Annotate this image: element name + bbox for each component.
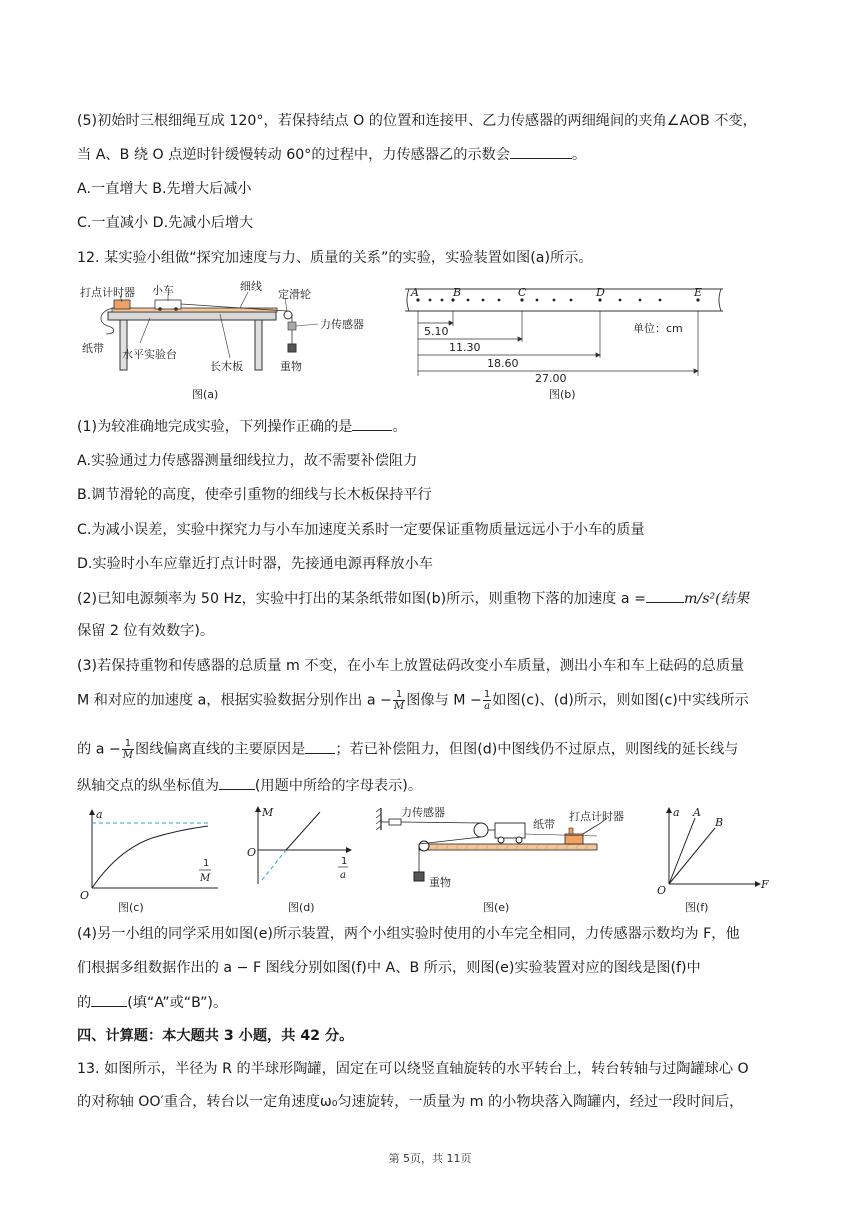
x-axis-label-den: M xyxy=(200,873,211,884)
pulley xyxy=(284,311,292,319)
q12-p3-text-a: M 和对应的加速度 a，根据实验数据分别作出 a − xyxy=(77,692,392,709)
x-axis-label-num: 1 xyxy=(341,856,348,867)
caption-fig-f: 图(f) xyxy=(685,901,709,914)
x-axis-label-num: 1 xyxy=(203,858,210,869)
distance-AB: 5.10 xyxy=(424,325,449,338)
q12-option-c: C.为减小误差，实验中探究力与小车加速度关系时一定要保证重物质量远远小于小车的质量 xyxy=(77,522,645,538)
q12-p2-line2: 保留 2 位有效数字)。 xyxy=(77,623,215,639)
line-B xyxy=(669,828,715,884)
q12-p1-end: 。 xyxy=(392,419,407,435)
paper-tape xyxy=(525,834,597,836)
point-A: A xyxy=(411,286,419,299)
label-timer: 打点计时器 xyxy=(569,810,624,823)
fixed-pulley xyxy=(419,841,429,851)
force-sensor xyxy=(389,819,401,825)
q11-5-line2-end: 。 xyxy=(572,147,587,163)
q12-p3-text-d: 的 a − xyxy=(77,741,121,758)
q12-stem: 12. 某实验小组做“探究加速度与力、质量的关系”的实验，实验装置如图(a)所示。 xyxy=(77,250,593,266)
cart-wheel xyxy=(174,307,178,311)
answer-blank xyxy=(91,992,127,1007)
section-heading: 四、计算题：本大题共 3 小题，共 42 分。 xyxy=(77,1028,354,1044)
q12-p4-text-a: 的 xyxy=(77,995,92,1011)
q12-p3-text-e: 图线偏离直线的主要原因是 xyxy=(135,741,306,758)
answer-blank xyxy=(352,416,392,431)
line-A xyxy=(669,818,695,884)
q12-option-b: B.调节滑轮的高度，使牵引重物的细线与长木板保持平行 xyxy=(77,487,432,503)
y-axis-label: a xyxy=(673,806,680,819)
curve-a-vs-1-over-M xyxy=(92,826,208,888)
point-E: E xyxy=(694,286,703,299)
cart xyxy=(495,823,525,838)
line-A-label: A xyxy=(693,806,701,819)
point-C: C xyxy=(518,286,527,299)
point-D: D xyxy=(596,286,605,299)
x-axis-label-den: a xyxy=(340,870,346,881)
label-force-sensor: 力传感器 xyxy=(320,318,364,331)
answer-blank xyxy=(646,588,684,603)
q12-p3-text-h: (用题中所给的字母表示)。 xyxy=(254,778,423,794)
caption-fig-e: 图(e) xyxy=(483,901,510,914)
line-M-vs-1-over-a xyxy=(286,812,320,850)
q13-line1: 13. 如图所示，半径为 R 的半球形陶罐，固定在可以绕竖直轴旋转的水平转台上，转台转轴与过陶罐球心 O xyxy=(77,1061,749,1077)
frac-num: 1 xyxy=(393,689,405,701)
q12-p3-text-g: 纵轴交点的纵坐标值为 xyxy=(77,778,219,794)
q12-p2-line1 xyxy=(77,588,749,609)
q13-line2: 的对称轴 OO′重合，转台以一定角速度ω₀匀速旋转，一质量为 m 的小物块落入陶罐内，经过一段时间后， xyxy=(77,1094,744,1110)
q12-p1-text: (1)为较准确地完成实验，下列操作正确的是 xyxy=(77,419,353,435)
q12-p4-line2: 们根据多组数据作出的 a − F 图线分别如图(f)中 A、B 所示，则图(e)实验装置对应的图线是图(f)中 xyxy=(77,960,701,976)
movable-pulley xyxy=(474,823,488,837)
line-B-label: B xyxy=(715,816,724,829)
figure-b xyxy=(405,278,725,408)
figure-e xyxy=(375,804,645,916)
label-lab-table: 水平实验台 xyxy=(122,348,177,361)
figure-c xyxy=(78,804,228,916)
caption-fig-b: 图(b) xyxy=(549,388,576,401)
caption-fig-a: 图(a) xyxy=(192,388,219,401)
label-paper-tape: 纸带 xyxy=(533,818,555,831)
weight-block xyxy=(414,872,424,881)
q11-5-options-cd: C.一直减小 D.先减小后增大 xyxy=(77,215,254,231)
q12-p3-line4 xyxy=(77,775,422,796)
label-long-board: 长木板 xyxy=(210,360,243,373)
frac-den: M xyxy=(393,701,405,712)
q12-p4-text-b: (填“A”或“B”)。 xyxy=(127,995,228,1011)
q12-p3-text-f: ；若已补偿阻力，但图(d)中图线仍不过原点，则图线的延长线与 xyxy=(335,741,739,758)
y-axis-label: M xyxy=(262,806,274,819)
force-sensor-body xyxy=(288,322,296,330)
origin-label: O xyxy=(247,846,257,859)
label-paper-tape: 纸带 xyxy=(82,342,104,355)
answer-blank xyxy=(305,739,335,754)
label-timer: 打点计时器 xyxy=(80,286,135,299)
caption-fig-d: 图(d) xyxy=(288,901,315,914)
distance-AD: 18.60 xyxy=(487,357,519,370)
distance-AE: 27.00 xyxy=(535,372,567,385)
label-force-sensor: 力传感器 xyxy=(401,806,445,819)
frac-den: a xyxy=(484,701,491,712)
frac-num: 1 xyxy=(483,689,491,700)
cart-wheel xyxy=(158,307,162,311)
fraction-1-over-a xyxy=(483,689,491,712)
lab-table-top xyxy=(108,312,276,320)
table-leg xyxy=(255,320,262,370)
q11-5-line2 xyxy=(77,144,586,165)
origin-label: O xyxy=(657,884,667,897)
frac-den: M xyxy=(122,750,134,761)
distance-AC: 11.30 xyxy=(449,341,481,354)
q12-p3-text-c: 如图(c)、(d)所示，则如图(c)中实线所示 xyxy=(492,692,749,709)
unit-label: 单位：cm xyxy=(633,322,683,335)
q12-p2-unit: m/s²(结果 xyxy=(683,591,750,607)
frac-num: 1 xyxy=(122,738,134,750)
extension-line xyxy=(262,850,286,880)
q12-p3-line1: (3)若保持重物和传感器的总质量 m 不变，在小车上放置砝码改变小车质量，测出小车和车上砝码的总质量 xyxy=(77,658,745,674)
x-axis-label: F xyxy=(761,878,769,891)
q11-5-options-ab: A.一直增大 B.先增大后减小 xyxy=(77,181,252,197)
q12-p1 xyxy=(77,416,407,437)
point-B: B xyxy=(453,286,462,299)
weight-block xyxy=(288,344,296,352)
label-weight: 重物 xyxy=(429,876,451,889)
q11-5-line1: (5)初始时三根细绳互成 120°，若保持结点 O 的位置和连接甲、乙力传感器的两细绳间的夹角∠AOB 不变， xyxy=(77,113,757,129)
label-string: 细线 xyxy=(240,280,262,293)
figure-d xyxy=(244,804,364,916)
y-axis-label: a xyxy=(96,808,103,821)
caption-fig-c: 图(c) xyxy=(118,901,144,914)
figure-a xyxy=(80,278,380,408)
label-pulley: 定滑轮 xyxy=(278,288,311,301)
q12-p4-line1: (4)另一小组的同学采用如图(e)所示装置，两个小组实验时使用的小车完全相同，力传感器示数均为 F，他 xyxy=(77,926,740,942)
answer-blank xyxy=(510,144,572,159)
q11-5-line2-text: 当 A、B 绕 O 点逆时针缓慢转动 60°的过程中，力传感器乙的示数会 xyxy=(77,147,510,163)
answer-blank xyxy=(219,775,255,790)
q12-p3-line3 xyxy=(77,738,738,761)
label-cart: 小车 xyxy=(152,284,174,297)
q12-p3-text-b: 图像与 M − xyxy=(406,692,482,709)
table-leg xyxy=(120,320,127,370)
q12-p3-line2 xyxy=(77,689,749,712)
q12-option-d: D.实验时小车应靠近打点计时器，先接通电源再释放小车 xyxy=(77,556,433,572)
label-weight: 重物 xyxy=(280,360,302,373)
origin-label: O xyxy=(80,889,90,902)
figure-f xyxy=(655,804,775,916)
q12-option-a: A.实验通过力传感器测量细线拉力，故不需要补偿阻力 xyxy=(77,453,418,469)
q12-p4-line3 xyxy=(77,992,227,1013)
page-footer: 第 5页，共 11页 xyxy=(388,1152,472,1165)
fraction-1-over-M xyxy=(393,689,405,712)
q12-p2-text: (2)已知电源频率为 50 Hz，实验中打出的某条纸带如图(b)所示，则重物下落的加速度 a = xyxy=(77,591,646,607)
fraction-1-over-M xyxy=(122,738,134,761)
